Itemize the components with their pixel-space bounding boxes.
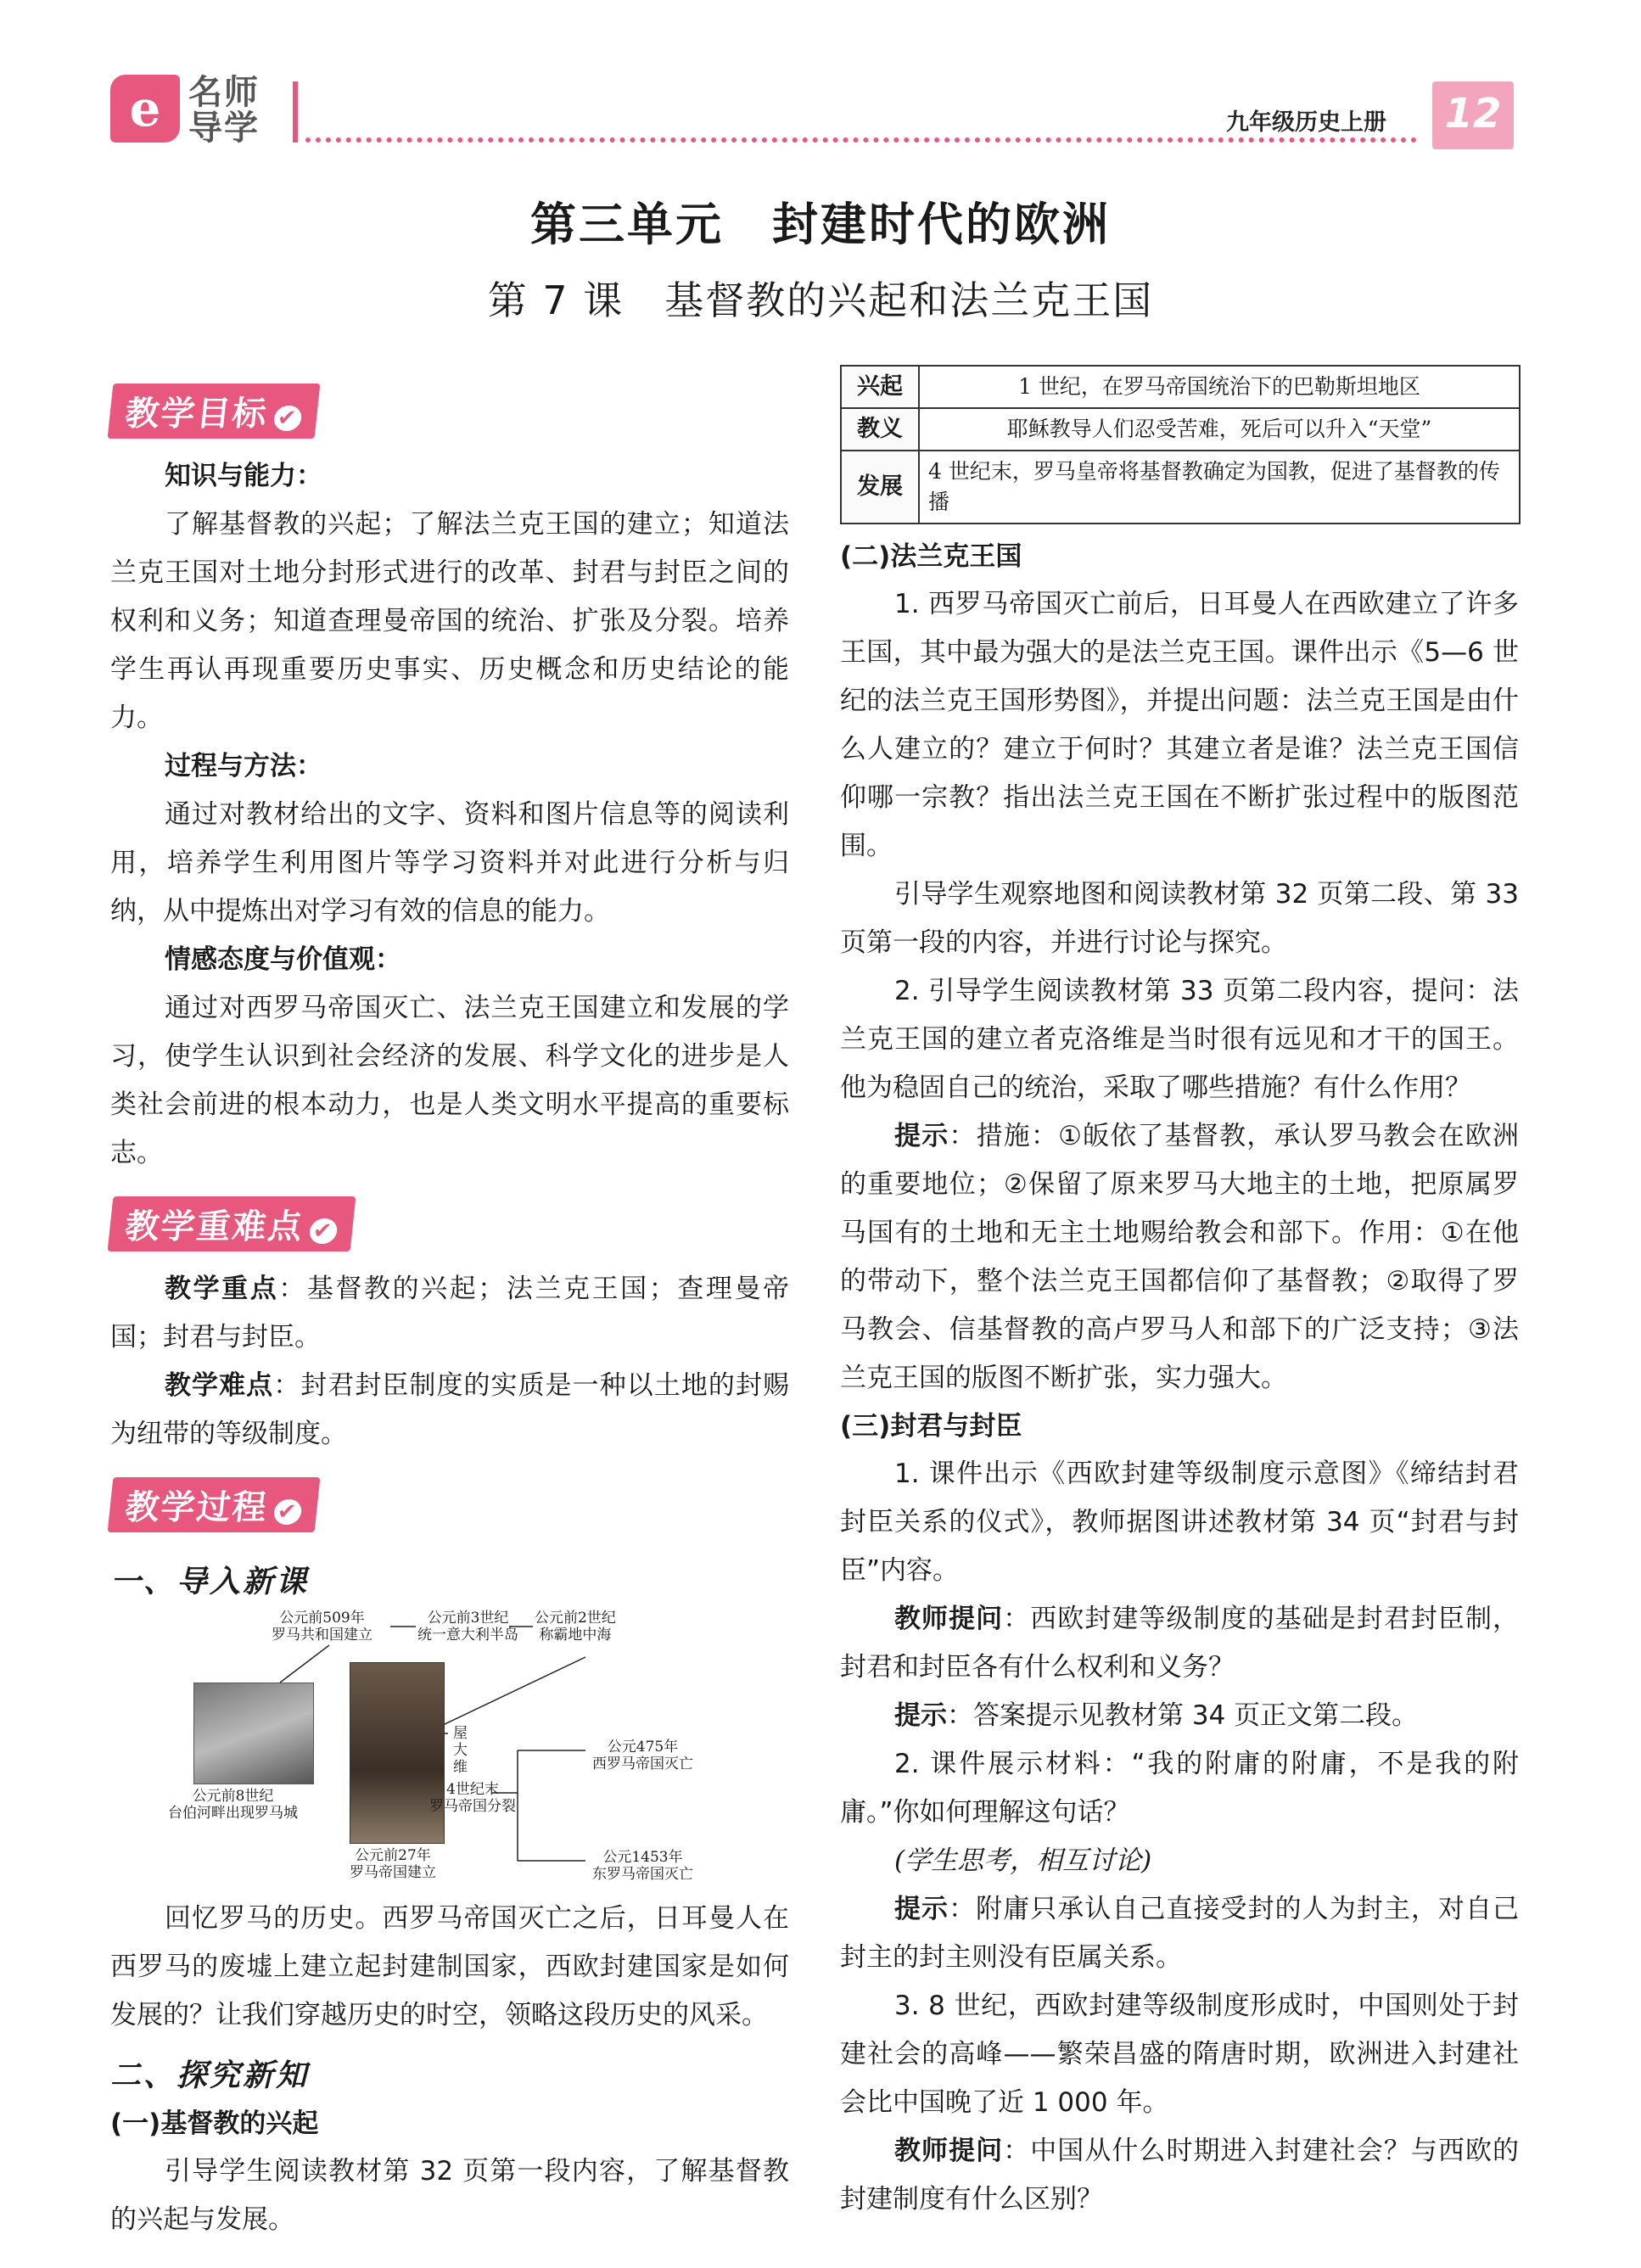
key-point: 教学重点：基督教的兴起；法兰克王国；查理曼帝国；封君与封臣。: [110, 1274, 790, 1352]
brand-divider: [293, 81, 298, 143]
check-icon: ✔: [273, 1499, 303, 1525]
table-row: [841, 451, 1520, 524]
augustus-statue-image: [350, 1662, 445, 1844]
hint-1: 提示：答案提示见教材第 34 页正文第二段。: [894, 1700, 1419, 1731]
she-wolf-image: [193, 1683, 314, 1784]
node-split: 4世纪末 罗马帝国分裂: [429, 1781, 516, 1815]
frankish-heading: (二)法兰克王国: [840, 541, 1022, 572]
right-column: [840, 365, 1519, 2224]
difficult-point: 教学难点：封君封臣制度的实质是一种以土地的封赐为纽带的等级制度。: [110, 1370, 790, 1449]
frankish-hint: 提示：措施：①皈依了基督教，承认罗马教会在欧洲的重要地位；②保留了原来罗马大地主的土地，把原属罗马国有的土地和无主土地赐给教会和部下。作用：①在他的带动下，整个法兰克王国都信仰了基督教；②取得了罗马教会、信基督教的高卢罗马人和部下的广泛支持；③法兰克王国的版图不断扩张，实力强大。: [840, 1121, 1520, 1393]
lesson-title: 第 7 课 基督教的兴起和法兰克王国: [487, 277, 1154, 323]
lord-vassal-p2: 2. 课件展示材料：“我的附庸的附庸，不是我的附庸。”你如何理解这句话？: [840, 1749, 1519, 1828]
intro-heading: 一、导入新课: [110, 1564, 310, 1599]
key-points-banner: 教学重难点 ✔: [108, 1196, 356, 1252]
table-value: 耶稣教导人们忍受苦难，死后可以升入“天堂”: [919, 408, 1520, 451]
emotion-title: 情感态度与价值观：: [165, 944, 401, 975]
lord-vassal-p3: 3. 8 世纪，西欧封建等级制度形成时，中国则处于封建社会的高峰——繁荣昌盛的隋唐时期，欧洲进入封建社会比中国晚了近 1 000 年。: [840, 1991, 1519, 2118]
intro-text: 回忆罗马的历史。西罗马帝国灭亡之后，日耳曼人在西罗马的废墟上建立起封建制国家，西欧封建国家是如何发展的？让我们穿越历史的时空，领略这段历史的风采。: [110, 1903, 789, 2030]
rome-history-diagram: [110, 1606, 789, 1886]
lord-vassal-heading: (三)封君与封臣: [840, 1411, 1022, 1442]
node-west-fall: 公元475年 西罗马帝国灭亡: [592, 1739, 693, 1772]
christianity-table: [840, 365, 1521, 524]
emotion-text: 通过对西罗马帝国灭亡、法兰克王国建立和发展的学习，使学生认识到社会经济的发展、科学文化的进步是人类社会前进的根本动力，也是人类文明水平提高的重要标志。: [110, 993, 789, 1168]
frankish-p3: 2. 引导学生阅读教材第 33 页第二段内容，提问：法兰克王国的建立者克洛维是当时很有远见和才干的国王。他为稳固自己的统治，采取了哪些措施？有什么作用？: [840, 976, 1519, 1103]
header-dotted-rule: [305, 137, 1417, 143]
table-key: 兴起: [841, 366, 919, 408]
frankish-p1: 1. 西罗马帝国灭亡前后，日耳曼人在西欧建立了许多王国，其中最为强大的是法兰克王国。课件出示《5—6 世纪的法兰克王国形势图》，并提出问题：法兰克王国是由什么人建立的？建立于何时？其建立者是谁？法兰克王国信仰哪一宗教？指出法兰克王国在不断扩张过程中的版图范围。: [840, 589, 1519, 861]
left-column: [110, 365, 789, 2244]
node-rome-city: 公元前8世纪 台伯河畔出现罗马城: [168, 1788, 298, 1822]
brand-logo: e: [110, 75, 180, 143]
check-icon: ✔: [309, 1218, 339, 1244]
explore-heading: 二、探究新知: [110, 2058, 310, 2093]
knowledge-title: 知识与能力：: [165, 461, 322, 491]
table-row: [841, 408, 1520, 451]
book-title: 九年级历史上册: [1226, 109, 1386, 136]
page-number-badge: 12: [1432, 81, 1514, 149]
student-discussion: (学生思考，相互讨论): [894, 1845, 1152, 1876]
hint-2: 提示：附庸只承认自己直接受封的人为封主，对自己封主的封主则没有臣属关系。: [840, 1894, 1520, 1973]
knowledge-text: 了解基督教的兴起；了解法兰克王国的建立；知道法兰克王国对土地分封形式进行的改革、封君与封臣之间的权利和义务；知道查理曼帝国的统治、扩张及分裂。培养学生再认再现重要历史事实、历史概念和历史结论的能力。: [110, 509, 789, 733]
process-title: 过程与方法：: [165, 751, 322, 781]
table-key: 发展: [841, 451, 919, 524]
unit-title: 第三单元 封建时代的欧洲: [530, 197, 1111, 251]
node-east-fall: 公元1453年 东罗马帝国灭亡: [592, 1849, 693, 1883]
table-value: 4 世纪末，罗马皇帝将基督教确定为国教，促进了基督教的传播: [919, 451, 1520, 524]
node-octavian: 屋 大 维: [453, 1725, 468, 1776]
teacher-question-2: 教师提问：中国从什么时期进入封建社会？与西欧的封建制度有什么区别？: [840, 2136, 1520, 2215]
brand-name: 名师 导学: [188, 73, 260, 148]
check-icon: ✔: [273, 406, 303, 431]
goals-banner: 教学目标 ✔: [108, 384, 321, 439]
process-text: 通过对教材给出的文字、资料和图片信息等的阅读利用，培养学生利用图片等学习资料并对此进行分析与归纳，从中提炼出对学习有效的信息的能力。: [110, 799, 789, 927]
table-value: 1 世纪，在罗马帝国统治下的巴勒斯坦地区: [919, 366, 1520, 408]
node-republic: 公元前509年 罗马共和国建立: [272, 1610, 372, 1644]
lord-vassal-p1: 1. 课件出示《西欧封建等级制度示意图》《缔结封君封臣关系的仪式》，教师据图讲述教材第 34 页“封君与封臣”内容。: [840, 1459, 1519, 1586]
table-row: [841, 366, 1520, 408]
process-banner: 教学过程 ✔: [108, 1477, 321, 1532]
christianity-text: 引导学生阅读教材第 32 页第一段内容，了解基督教的兴起与发展。: [110, 2156, 789, 2235]
node-unify-italy: 公元前3世纪 统一意大利半岛: [417, 1610, 518, 1644]
node-mediterranean: 公元前2世纪 称霸地中海: [535, 1610, 616, 1644]
node-empire: 公元前27年 罗马帝国建立: [350, 1847, 436, 1881]
christianity-heading: (一)基督教的兴起: [110, 2108, 319, 2139]
table-key: 教义: [841, 408, 919, 451]
frankish-p2: 引导学生观察地图和阅读教材第 32 页第二段、第 33 页第一段的内容，并进行讨论与探究。: [840, 879, 1519, 958]
teacher-question-1: 教师提问：西欧封建等级制度的基础是封君封臣制，封君和封臣各有什么权利和义务？: [840, 1604, 1520, 1683]
